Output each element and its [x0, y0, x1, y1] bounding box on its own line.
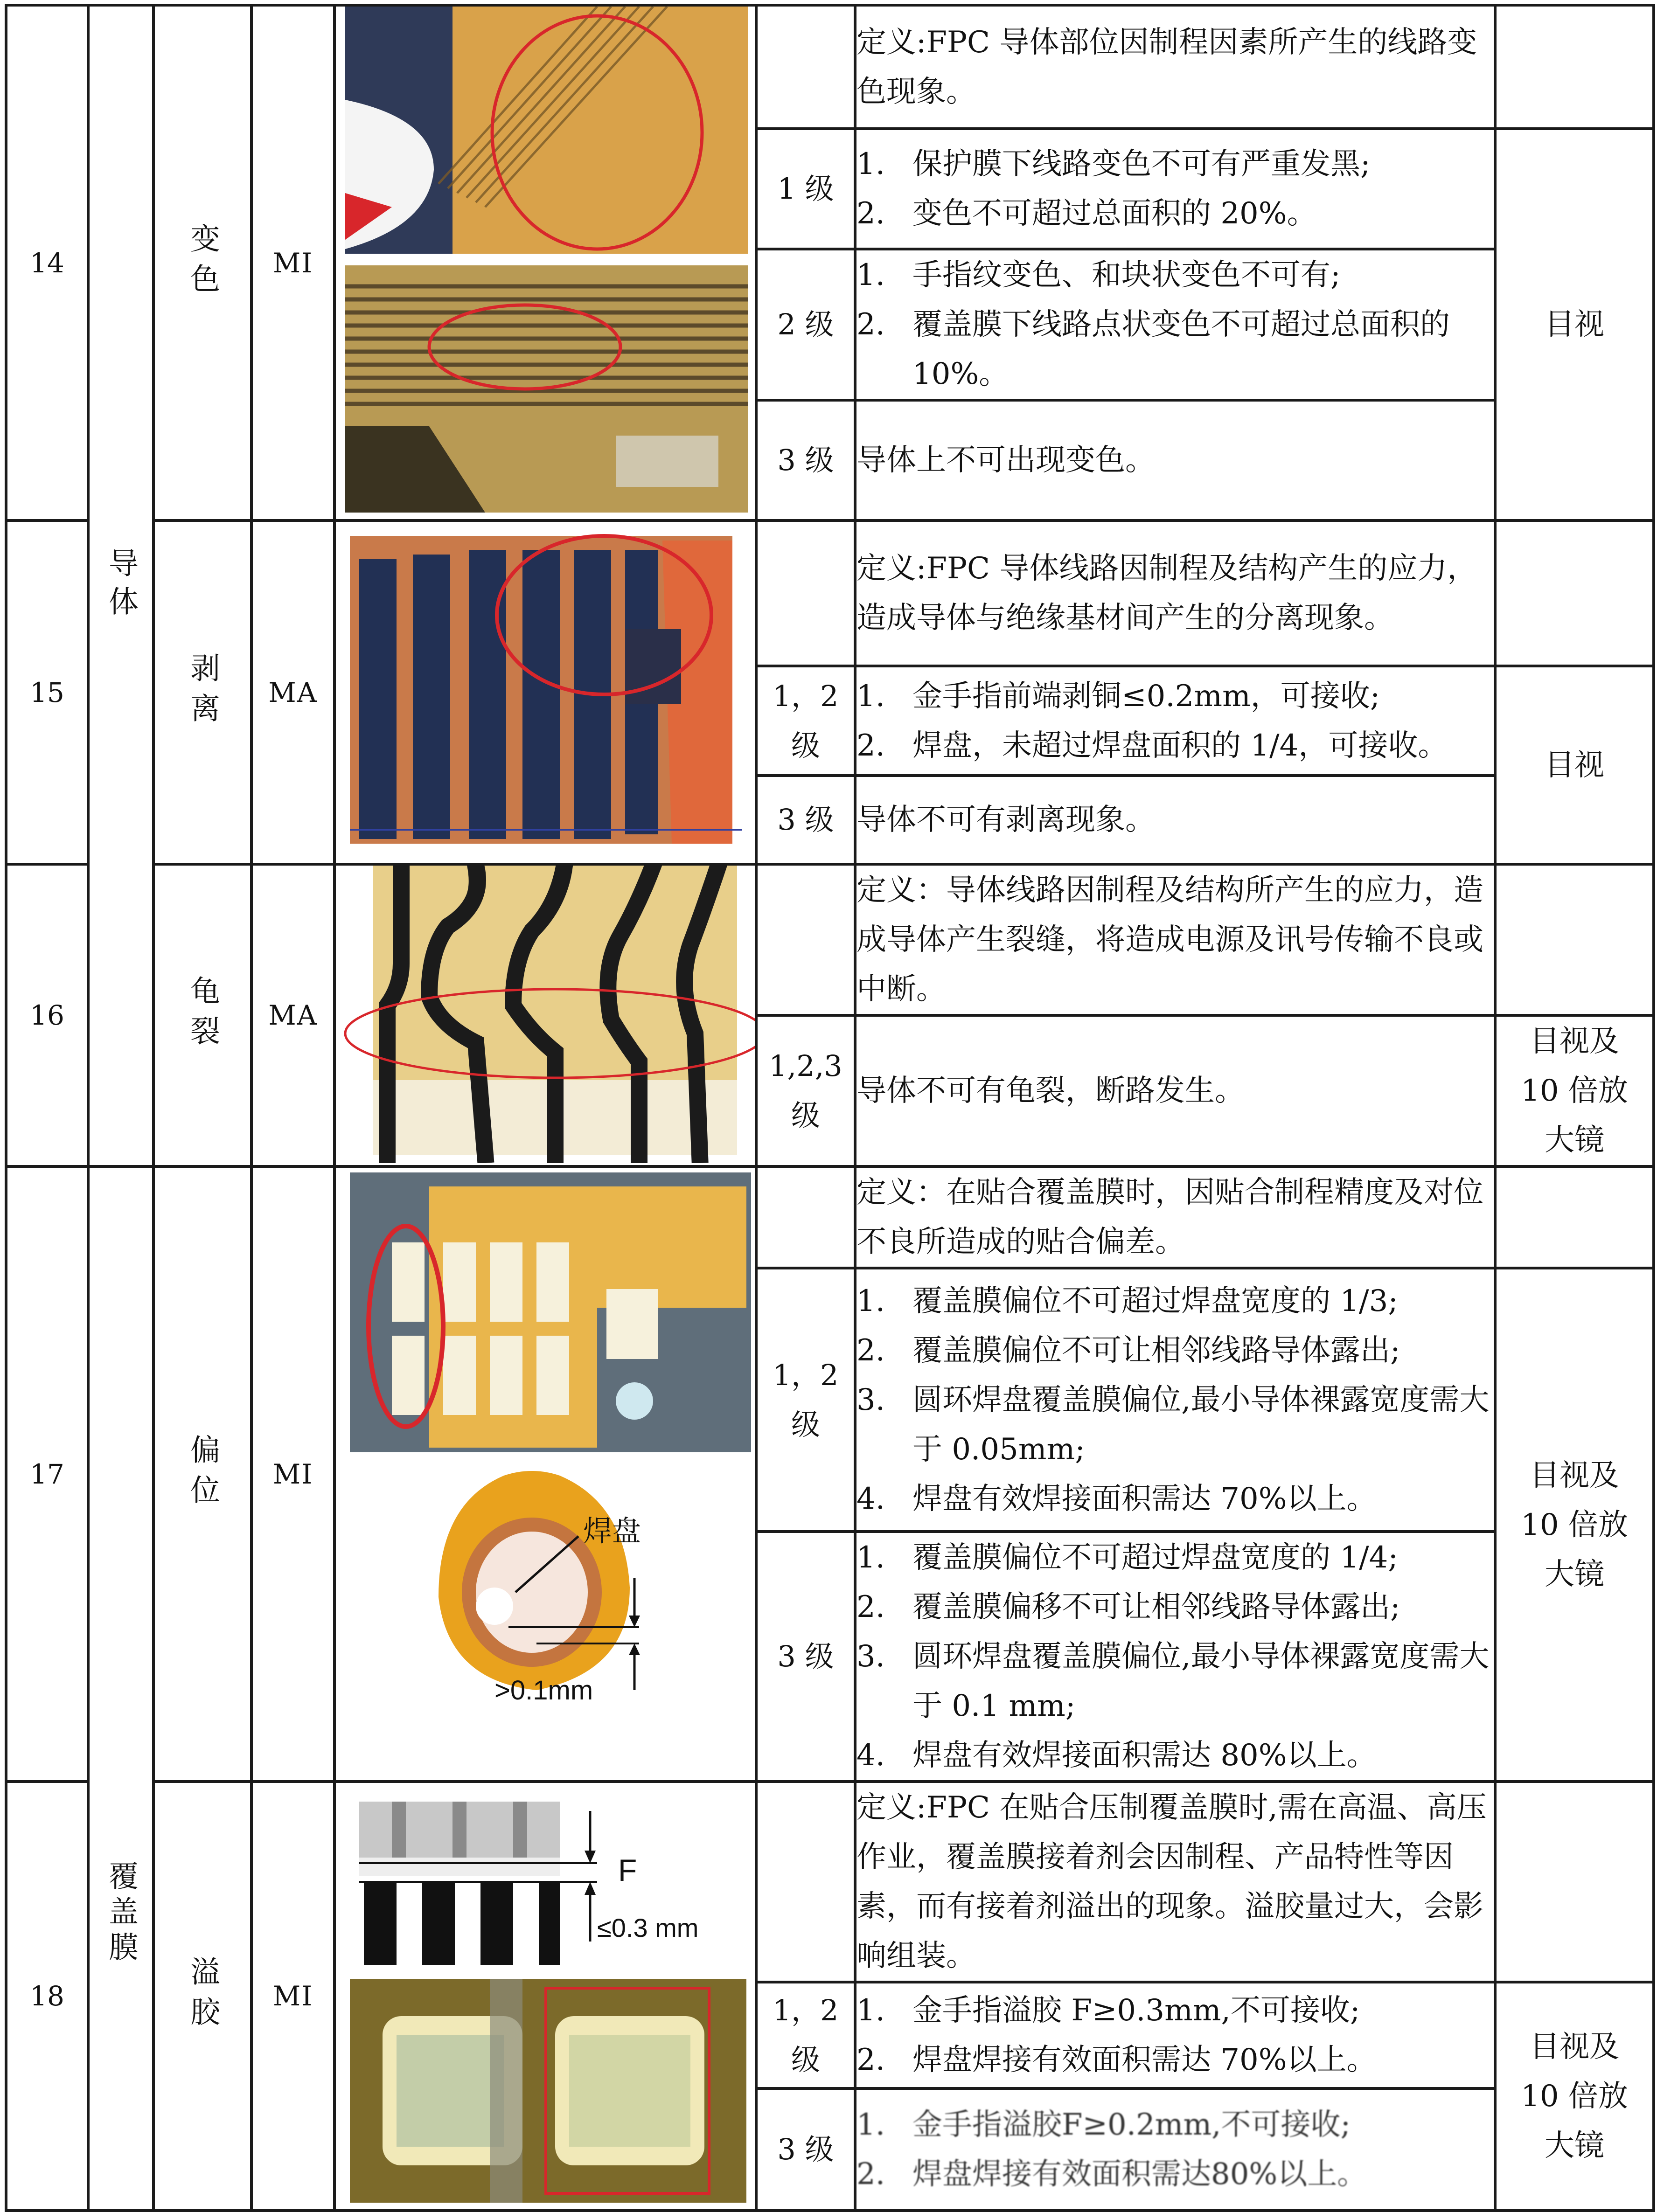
criterion: 焊盘焊接有效面积需达 70%以上。 — [912, 2043, 1377, 2077]
grade-text: 1,2,3 级 — [769, 1049, 842, 1132]
grade-cell — [756, 5, 855, 129]
table-row — [6, 1782, 1654, 1982]
defect-label: 偏位 — [185, 1434, 220, 1514]
defect-photo-crack — [334, 864, 756, 1166]
defect-label: 溢胶 — [185, 1956, 220, 2036]
method-text: 目视及10 倍放大镜 — [1521, 2030, 1628, 2163]
grade-criteria: 1. 覆盖膜偏位不可超过焊盘宽度的 1/4; 2. 覆盖膜偏移不可让相邻线路导体露出; 3. 圆环焊盘覆盖膜偏位,最小导体裸露宽度需大于 0.1 mm; 4. 焊盘有效焊接面积需达 80%以上。 — [855, 1532, 1495, 1782]
defect-name — [153, 1166, 251, 1782]
item-number: 17 — [6, 1166, 88, 1782]
grade-cell — [756, 520, 855, 666]
grade-label: 3 级 — [756, 1532, 855, 1782]
group-label-coverlay — [88, 1166, 153, 2211]
criterion: 覆盖膜偏移不可让相邻线路导体露出; — [912, 1590, 1400, 1624]
criterion: 焊盘有效焊接面积需达 80%以上。 — [912, 1738, 1377, 1773]
grade-label: 2 级 — [756, 249, 855, 400]
severity-class: MI — [251, 1782, 334, 2211]
group-label: 覆盖膜 — [104, 1860, 138, 1967]
grade-criteria: 1. 保护膜下线路变色不可有严重发黑; 2. 变色不可超过总面积的 20%。 — [855, 129, 1495, 249]
criterion: 金手指前端剥铜≤0.2mm，可接收; — [912, 679, 1380, 714]
definition-text: 定义:FPC 导体部位因制程因素所产生的线路变色现象。 — [855, 5, 1495, 129]
criterion: 覆盖膜偏位不可超过焊盘宽度的 1/3; — [912, 1283, 1398, 1318]
grade-label: 3 级 — [756, 2088, 855, 2211]
discoloration-photos — [336, 7, 756, 517]
item-number: 16 — [6, 864, 88, 1166]
defect-label: 剥离 — [185, 652, 220, 733]
defect-photo-discoloration — [334, 5, 756, 520]
grade-criteria: 1. 金手指溢胶 F≥0.3mm,不可接收; 2. 焊盘焊接有效面积需达 70%以上。 — [855, 1982, 1495, 2088]
criterion: 覆盖膜偏位不可让相邻线路导体露出; — [912, 1333, 1400, 1368]
grade-label — [756, 1015, 855, 1166]
criterion: 覆盖膜偏位不可超过焊盘宽度的 1/4; — [912, 1540, 1398, 1575]
definition-text: 定义：导体线路因制程及结构所产生的应力，造成导体产生裂缝，将造成电源及讯号传输不良或中断。 — [855, 864, 1495, 1015]
grade-label: 1，2 级 — [756, 1268, 855, 1532]
method-text: 目视及10 倍放大镜 — [1521, 1024, 1628, 1158]
defect-label: 龟裂 — [185, 975, 220, 1055]
defect-photo-peeling — [334, 520, 756, 864]
grade-label: 3 级 — [756, 400, 855, 520]
grade-cell — [756, 1166, 855, 1268]
grade-criteria: 导体不可有龟裂，断路发生。 — [855, 1015, 1495, 1166]
grade-criteria: 1. 金手指溢胶F≥0.2mm,不可接收; 2. 焊盘焊接有效面积需达80%以上。 — [855, 2088, 1495, 2211]
photo-top — [345, 7, 748, 254]
criterion: 焊盘有效焊接面积需达 70%以上。 — [912, 1481, 1377, 1516]
table-row — [6, 1166, 1654, 1268]
defect-name — [153, 1782, 251, 2211]
defect-label: 变色 — [185, 222, 220, 303]
method-cell — [1495, 1166, 1654, 1268]
misalignment-photo — [350, 1172, 751, 1452]
grade-label: 1 级 — [756, 129, 855, 249]
severity-class: MI — [251, 5, 334, 520]
criterion: 圆环焊盘覆盖膜偏位,最小导体裸露宽度需大于 0.05mm; — [912, 1382, 1490, 1467]
table-row — [6, 5, 1654, 129]
inspection-method — [1495, 1015, 1654, 1166]
grade-criteria: 1. 手指纹变色、和块状变色不可有; 2. 覆盖膜下线路点状变色不可超过总面积的 10%。 — [855, 249, 1495, 400]
inspection-method — [1495, 1268, 1654, 1782]
defect-name — [153, 864, 251, 1166]
table-row — [6, 520, 1654, 666]
peeling-photo — [336, 522, 756, 864]
grade-criteria: 1. 覆盖膜偏位不可超过焊盘宽度的 1/3; 2. 覆盖膜偏位不可让相邻线路导体露出; 3. 圆环焊盘覆盖膜偏位,最小导体裸露宽度需大于 0.05mm; 4. 焊盘有效焊接面积需达 70%以上。 — [855, 1268, 1495, 1532]
criterion: 金手指溢胶F≥0.2mm,不可接收; — [912, 2108, 1351, 2142]
severity-class: MA — [251, 864, 334, 1166]
pad-label: 焊盘 — [583, 1515, 641, 1547]
criterion: 变色不可超过总面积的 20%。 — [912, 196, 1317, 231]
grade-label: 1，2 级 — [756, 666, 855, 776]
criterion: 金手指溢胶 F≥0.3mm,不可接收; — [912, 1993, 1360, 2028]
definition-text: 定义:FPC 导体线路因制程及结构产生的应力，造成导体与绝缘基材间产生的分离现象。 — [855, 520, 1495, 666]
group-label-conductor — [88, 5, 153, 1166]
finger-diagram — [359, 1802, 698, 1965]
defect-criteria-table — [5, 4, 1655, 2212]
defect-name — [153, 520, 251, 864]
item-number: 15 — [6, 520, 88, 864]
grade-cell — [756, 1782, 855, 1982]
table-row — [6, 864, 1654, 1015]
grade-label: 3 级 — [756, 776, 855, 864]
pad-diagram — [439, 1471, 641, 1706]
severity-class: MI — [251, 1166, 334, 1782]
defect-photo-adhesive-squeeze-out — [334, 1782, 756, 2211]
pad-photo — [350, 1979, 746, 2203]
group-label: 导体 — [104, 548, 138, 624]
defect-photo-misalignment — [334, 1166, 756, 1782]
crack-photo — [336, 866, 756, 1163]
dim-label: >0.1mm — [494, 1675, 593, 1706]
method-text: 目视及10 倍放大镜 — [1521, 1458, 1628, 1592]
item-number: 14 — [6, 5, 88, 520]
definition-text: 定义:FPC 在贴合压制覆盖膜时,需在高温、高压作业，覆盖膜接着剂会因制程、产品特性等因素，而有接着剂溢出的现象。溢胶量过大，会影响组装。 — [855, 1782, 1495, 1982]
item-number: 18 — [6, 1782, 88, 2211]
grade-cell — [756, 864, 855, 1015]
criterion: 焊盘，未超过焊盘面积的 1/4，可接收。 — [912, 728, 1448, 763]
grade-criteria: 导体上不可出现变色。 — [855, 400, 1495, 520]
method-cell — [1495, 5, 1654, 129]
criterion: 焊盘焊接有效面积需达80%以上。 — [912, 2157, 1367, 2191]
squeeze-out-figures — [336, 1783, 756, 2208]
dim-label: ≤0.3 mm — [597, 1913, 699, 1942]
grade-label: 1，2 级 — [756, 1982, 855, 2088]
severity-class: MA — [251, 520, 334, 864]
grade-criteria: 1. 金手指前端剥铜≤0.2mm，可接收; 2. 焊盘，未超过焊盘面积的 1/4，可接收。 — [855, 666, 1495, 776]
f-label: F — [618, 1853, 637, 1887]
criterion: 保护膜下线路变色不可有严重发黑; — [912, 147, 1371, 181]
defect-name — [153, 5, 251, 520]
criterion: 手指纹变色、和块状变色不可有; — [912, 258, 1341, 292]
method-cell — [1495, 864, 1654, 1015]
method-cell — [1495, 1782, 1654, 1982]
misalignment-figures — [336, 1168, 756, 1778]
grade-criteria: 导体不可有剥离现象。 — [855, 776, 1495, 864]
definition-text: 定义：在贴合覆盖膜时，因贴合制程精度及对位不良所造成的贴合偏差。 — [855, 1166, 1495, 1268]
inspection-method: 目视 — [1495, 666, 1654, 864]
method-cell — [1495, 520, 1654, 666]
criterion: 覆盖膜下线路点状变色不可超过总面积的 10%。 — [912, 307, 1450, 391]
criterion: 圆环焊盘覆盖膜偏位,最小导体裸露宽度需大于 0.1 mm; — [912, 1639, 1490, 1723]
inspection-method — [1495, 1982, 1654, 2211]
photo-bottom — [345, 265, 748, 513]
inspection-method: 目视 — [1495, 129, 1654, 520]
